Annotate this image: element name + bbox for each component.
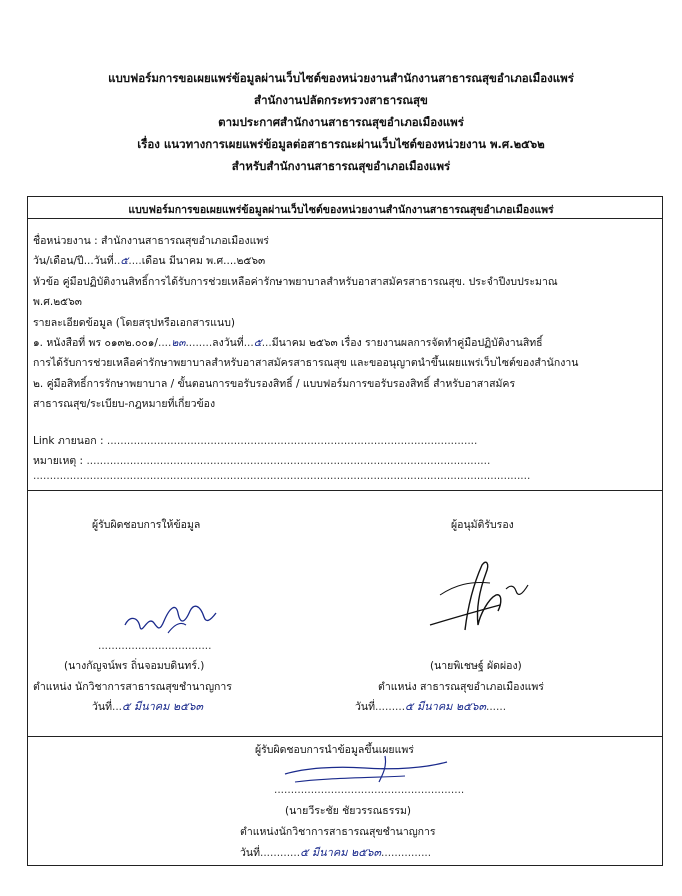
detail-line-1-c: มีนาคม ๒๕๖๓ เรื่อง รายงานผลการจัดทำคู่มือปฏิบัติงานสิทธิ์ [271,337,543,349]
date-label: วัน/เดือน/ปี...วันที่ [33,255,114,267]
provider-position: ตำแหน่ง นักวิชาการสาธารณสุขชำนาญการ [33,681,232,693]
provider-date-label: วันที่ [92,701,112,713]
header-line-5: สำหรับสำนักงานสาธารณสุขอำเภอเมืองแพร่ [231,159,451,173]
header-line-2: สำนักงานปลัดกระทรวงสาธารณสุข [254,93,428,107]
detail-label: รายละเอียดข้อมูล (โดยสรุปหรือเอกสารแนบ) [33,317,235,329]
provider-signature-icon [120,595,220,645]
provider-heading: ผู้รับผิดชอบการให้ข้อมูล [92,519,201,531]
subject-line-1: หัวข้อ คู่มือปฏิบัติงานสิทธิ์การได้รับการช่วยเหลือค่ารักษาพยาบาลสำหรับอาสาสมัครสาธารณสุข. ประจำปีงบประมาณ [33,276,558,288]
provider-name: (นางกัญจน์พร ถิ่นจอมบดินทร์.) [64,660,205,672]
approver-position: ตำแหน่ง สาธารณสุขอำเภอเมืองแพร่ [378,681,544,693]
header-line-1: แบบฟอร์มการขอเผยแพร่ข้อมูลผ่านเว็บไซต์ของหน่วยงานสำนักงานสาธารณสุขอำเภอเมืองแพร่ [108,71,574,85]
date-rest: เดือน มีนาคม พ.ศ....๒๕๖๓ [141,255,266,267]
note-label: หมายเหตุ : [33,455,84,467]
approver-date-line: วันที่.........๕ มีนาคม ๒๕๖๓...... [355,700,507,713]
subject-line-2: พ.ศ.๒๕๖๓ [33,296,82,308]
detail-line-1-b: ลงวันที่ [212,337,244,349]
date-line: วัน/เดือน/ปี...วันที่..๕....เดือน มีนาคม พ.ศ....๒๕๖๓ [33,255,266,267]
provider-date-value: ๕ มีนาคม ๒๕๖๓ [122,700,203,713]
detail-line-1: ๑. หนังสือที่ พร ๐๑๓๒.๐๐๑/....๒๓........ลงวันที่...๕...มีนาคม ๒๕๖๓ เรื่อง รายงานผลการจัดทำคู่มือปฏิบัติงานสิทธิ์ [33,337,543,349]
header-line-3: ตามประกาศสำนักงานสาธารณสุขอำเภอเมืองแพร่ [218,115,464,129]
approver-heading: ผู้อนุมัติรับรอง [451,519,514,531]
publisher-name: (นายวีระชัย ชัยวรรณธรรม) [285,805,412,817]
approver-date-value: ๕ มีนาคม ๒๕๖๓ [405,700,486,713]
link-label: Link ภายนอก : [33,435,104,447]
publisher-date-line: วันที่............๕ มีนาคม ๒๕๖๓............... [240,846,432,859]
approver-name: (นายพิเชษฐ์ ผัดผ่อง) [430,660,522,672]
form-signature-divider [27,736,663,737]
form-title-divider [27,218,663,219]
form-title: แบบฟอร์มการขอเผยแพร่ข้อมูลผ่านเว็บไซต์ของหน่วยงานสำนักงานสาธารณสุขอำเภอเมืองแพร่ [128,204,554,216]
agency-line: ชื่อหน่วยงาน : สำนักงานสาธารณสุขอำเภอเมืองแพร่ [33,235,269,247]
form-detail-divider [27,490,663,491]
provider-date-line: วันที่...๕ มีนาคม ๒๕๖๓ [92,700,203,713]
detail-line-1-a: ๑. หนังสือที่ พร ๐๑๓๒.๐๐๑/ [33,337,158,349]
publisher-sign-dots: ......................................................... [274,784,465,796]
detail-line-2: การได้รับการช่วยเหลือค่ารักษาพยาบาลสำหรับอาสาสมัครสาธารณสุข และขออนุญาตนำขึ้นเผยแพร่เว็บไซต์ของสำนักงาน [33,357,579,369]
publisher-date-value: ๕ มีนาคม ๒๕๖๓ [300,846,382,859]
detail-line-3: ๒. คู่มือสิทธิ์การรักษาพยาบาล / ขั้นตอนการขอรับรองสิทธิ์ / แบบฟอร์มการขอรับรองสิทธิ์ สำหรับอาสาสมัคร [33,378,516,390]
publisher-date-label: วันที่ [240,847,260,859]
detail-letter-number: ๒๓ [171,337,186,349]
date-day: ๕ [120,255,129,267]
publisher-position: ตำแหน่งนักวิชาการสาธารณสุขชำนาญการ [240,826,436,838]
approver-signature-icon [410,555,550,640]
header-line-4: เรื่อง แนวทางการเผยแพร่ข้อมูลต่อสาธารณะผ่านเว็บไซต์ของหน่วยงาน พ.ศ.๒๕๖๒ [137,137,545,151]
provider-sign-dots: .................................. [98,640,212,652]
publisher-heading: ผู้รับผิดชอบการนำข้อมูลขึ้นเผยแพร่ [255,744,414,756]
note-line: หมายเหตุ : ......................................................................................................................... [33,455,491,467]
dotted-line: ..................................................................................................................................................... [33,470,531,482]
detail-letter-day: ๕ [253,337,262,349]
approver-date-label: วันที่ [355,701,375,713]
link-line: Link ภายนอก : ............................................................................................................... [33,435,478,447]
detail-line-4: สาธารณสุข/ระเบียบ-กฎหมายที่เกี่ยวข้อง [33,398,216,410]
